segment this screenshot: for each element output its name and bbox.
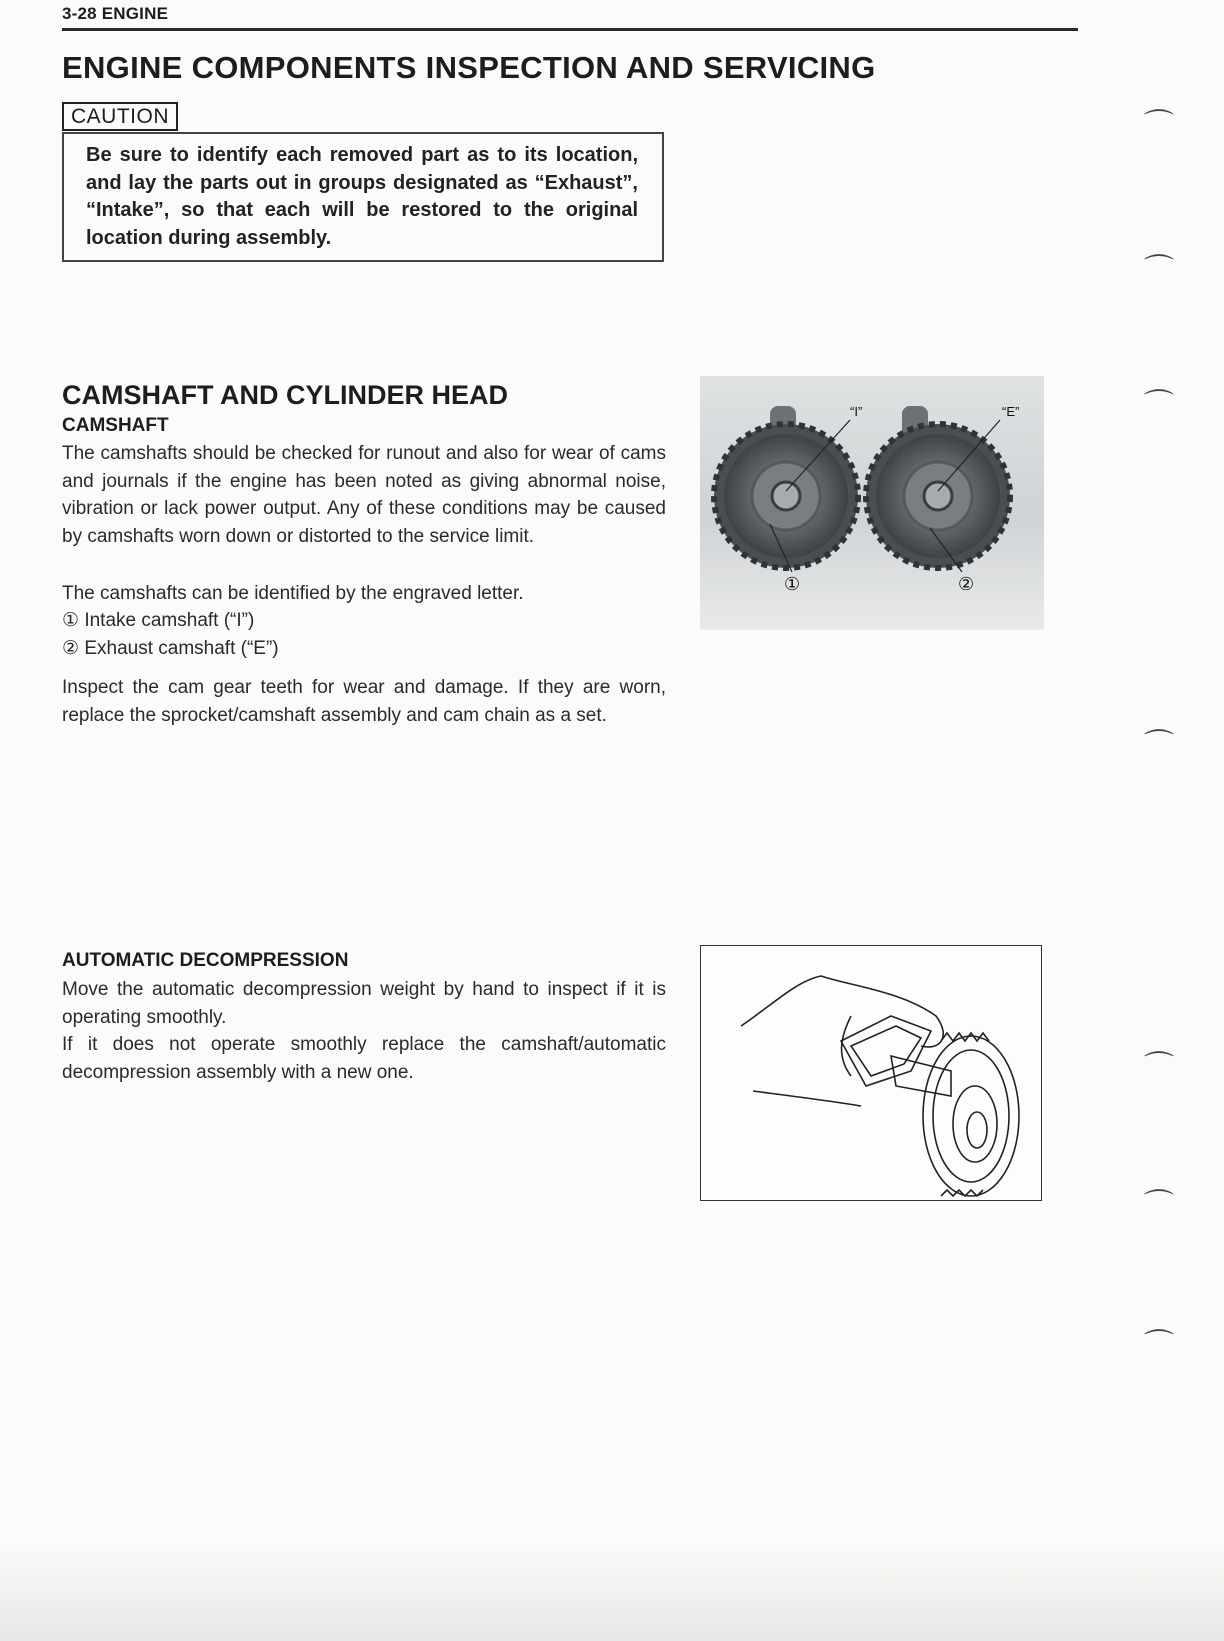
photo-callout-2: ② [958,574,975,595]
camshaft-subtitle: CAMSHAFT [62,415,169,436]
camshaft-section-title: CAMSHAFT AND CYLINDER HEAD [62,380,508,410]
decompression-figure [700,945,1042,1201]
hand-lower-outline [753,1091,861,1106]
scan-shadow [0,1540,1224,1641]
header-rule [62,28,1078,31]
binder-mark-icon: ⌒ [1144,389,1174,422]
camshaft-paragraph: The camshafts should be checked for runout and also for wear of cams and journals if the engine has been noted as giving abnormal noise, vibration or lack power output. Any of these conditions may be caused by camshafts worn down or distorted to the service limit. [62,443,666,547]
list-item-marker: ① [62,610,80,631]
binder-mark-icon: ⌒ [1144,109,1174,142]
camshaft-identify-note: The camshafts can be identified by the engraved letter. [62,583,524,604]
photo-callout-1: ① [784,574,801,595]
shaft-outline [891,1056,951,1096]
binder-mark-icon: ⌒ [1144,729,1174,762]
binder-mark-icon: ⌒ [1144,254,1174,287]
decompression-title: AUTOMATIC DECOMPRESSION [62,950,349,971]
hand-outline [741,976,943,1047]
caution-label: CAUTION [62,102,178,131]
page-title: ENGINE COMPONENTS INSPECTION AND SERVICING [62,50,876,85]
list-item-text: Intake camshaft (“I”) [84,610,255,631]
photo-label-i: “I” [850,404,863,419]
binder-mark-icon: ⌒ [1144,1189,1174,1222]
page-header: 3-28 ENGINE [62,4,169,23]
binder-mark-icon: ⌒ [1144,1051,1174,1084]
caution-text: Be sure to identify each removed part as to its location, and lay the parts out in groups designated as “Exhaust”, “Intake”, so that each will be restored to the original location during assembly. [86,144,638,249]
list-item-text: Exhaust camshaft (“E”) [84,637,279,659]
list-item-marker: ② [62,637,80,659]
camshaft-gear-paragraph: Inspect the cam gear teeth for wear and damage. If they are worn, replace the sprocket/camshaft assembly and cam chain as a set. [62,677,666,726]
photo-label-e: “E” [1002,404,1020,419]
camshaft-list [62,607,666,662]
list-item [62,607,666,635]
list-item [62,635,666,663]
gear-1-icon [714,424,858,568]
camshaft-photo [700,376,1044,630]
binder-mark-icon: ⌒ [1144,1329,1174,1362]
gear-2-icon [866,424,1010,568]
decompression-paragraph: Move the automatic decompression weight by hand to inspect if it is operating smoothly. If it does not operate smoothly replace the camshaft/automatic decompression assembly with a new one. [62,979,666,1083]
